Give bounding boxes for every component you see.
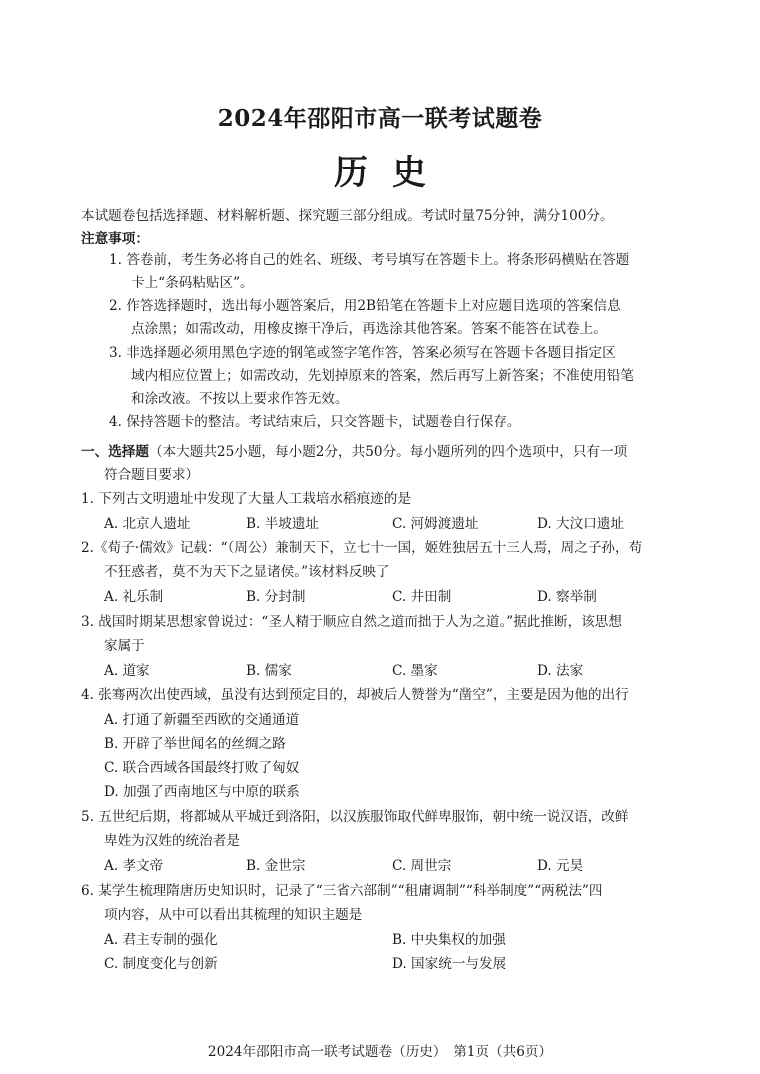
notice-item-3-line-2: 域内相应位置上；如需改动，先划掉原来的答案，然后再写上新答案；不准使用铅笔 — [131, 368, 634, 384]
question-4-option-d: D. 加强了西南地区与中原的联系 — [104, 784, 300, 800]
question-4-option-b: B. 开辟了举世闻名的丝绸之路 — [104, 736, 286, 752]
intro-text: 本试题卷包括选择题、材料解析题、探究题三部分组成。考试时量75分钟，满分100分。 — [81, 208, 614, 224]
section-1-label: 一、选择题 — [81, 444, 149, 460]
section-1-desc: （本大题共25小题，每小题2分，共50分。每小题所列的四个选项中，只有一项 — [148, 444, 628, 460]
question-1-option-c: C. 河姆渡遗址 — [392, 516, 479, 532]
question-5-option-a: A. 孝文帝 — [104, 858, 164, 874]
question-5-stem-line-2: 卑姓为汉姓的统治者是 — [104, 833, 240, 849]
subject-title: 历史 — [334, 153, 450, 193]
question-6-stem-line-2: 项内容，从中可以看出其梳理的知识主题是 — [104, 907, 363, 923]
question-6-option-c: C. 制度变化与创新 — [104, 956, 218, 972]
question-1-option-d: D. 大汶口遗址 — [537, 516, 625, 532]
question-1-option-a: A. 北京人遗址 — [104, 516, 191, 532]
notice-heading: 注意事项： — [81, 231, 149, 247]
question-4-stem: 4. 张骞两次出使西域，虽没有达到预定目的，却被后人赞誉为“凿空”，主要是因为他的出行 — [81, 687, 629, 703]
question-2-stem-line-1: 2.《荀子·儒效》记载：“（周公）兼制天下，立七十一国，姬姓独居五十三人焉，周之子孙，苟 — [81, 540, 643, 556]
question-5-option-c: C. 周世宗 — [392, 858, 452, 874]
page-footer: 2024年邵阳市高一联考试题卷（历史） 第1页（共6页） — [207, 1044, 553, 1060]
notice-item-3-line-1: 3. 非选择题必须用黑色字迹的钢笔或签字笔作答，答案必须写在答题卡各题目指定区 — [109, 345, 616, 361]
question-2-option-a: A. 礼乐制 — [104, 589, 164, 605]
question-3-option-c: C. 墨家 — [392, 663, 438, 679]
section-1-desc-line-2: 符合题目要求） — [104, 467, 200, 483]
question-2-stem-line-2: 不狂惑者，莫不为天下之显诸侯。”该材料反映了 — [104, 564, 390, 580]
question-2-option-d: D. 察举制 — [537, 589, 597, 605]
question-5-option-b: B. 金世宗 — [246, 858, 306, 874]
notice-item-4-line-1: 4. 保持答题卡的整洁。考试结束后，只交答题卡，试题卷自行保存。 — [109, 414, 521, 430]
question-2-option-b: B. 分封制 — [246, 589, 306, 605]
question-6-option-d: D. 国家统一与发展 — [392, 956, 507, 972]
notice-item-1-line-2: 卡上“条码粘贴区”。 — [131, 275, 254, 291]
question-1-stem: 1. 下列古文明遗址中发现了大量人工栽培水稻痕迹的是 — [81, 491, 411, 507]
question-5-option-d: D. 元昊 — [537, 858, 584, 874]
question-2-option-c: C. 井田制 — [392, 589, 452, 605]
notice-item-3-line-3: 和涂改液。不按以上要求作答无效。 — [131, 391, 349, 407]
question-6-option-a: A. 君主专制的强化 — [104, 932, 218, 948]
question-6-option-b: B. 中央集权的加强 — [392, 932, 506, 948]
question-3-option-a: A. 道家 — [104, 663, 150, 679]
notice-item-2-line-2: 点涂黑；如需改动，用橡皮擦干净后，再选涂其他答案。答案不能答在试卷上。 — [131, 321, 607, 337]
notice-item-1-line-1: 1. 答卷前，考生务必将自己的姓名、班级、考号填写在答题卡上。将条形码横贴在答题 — [109, 252, 630, 268]
question-3-option-b: B. 儒家 — [246, 663, 292, 679]
question-4-option-c: C. 联合西域各国最终打败了匈奴 — [104, 760, 300, 776]
question-3-stem-line-1: 3. 战国时期某思想家曾说过：“圣人精于顺应自然之道而拙于人为之道。”据此推断，该思想 — [81, 614, 622, 630]
question-3-stem-line-2: 家属于 — [104, 638, 145, 654]
question-3-option-d: D. 法家 — [537, 663, 584, 679]
question-1-option-b: B. 半坡遗址 — [246, 516, 320, 532]
exam-title: 2024年邵阳市高一联考试题卷 — [217, 105, 543, 132]
question-5-stem-line-1: 5. 五世纪后期，将都城从平城迁到洛阳，以汉族服饰取代鲜卑服饰，朝中统一说汉语，改鲜 — [81, 809, 629, 825]
question-4-option-a: A. 打通了新疆至西欧的交通通道 — [104, 712, 300, 728]
notice-item-2-line-1: 2. 作答选择题时，选出每小题答案后，用2B铅笔在答题卡上对应题目选项的答案信息 — [109, 298, 621, 314]
section-1-header — [81, 443, 627, 461]
question-6-stem-line-1: 6. 某学生梳理隋唐历史知识时，记录了“三省六部制”“租庸调制”“科举制度”“两税法”四 — [81, 883, 603, 899]
